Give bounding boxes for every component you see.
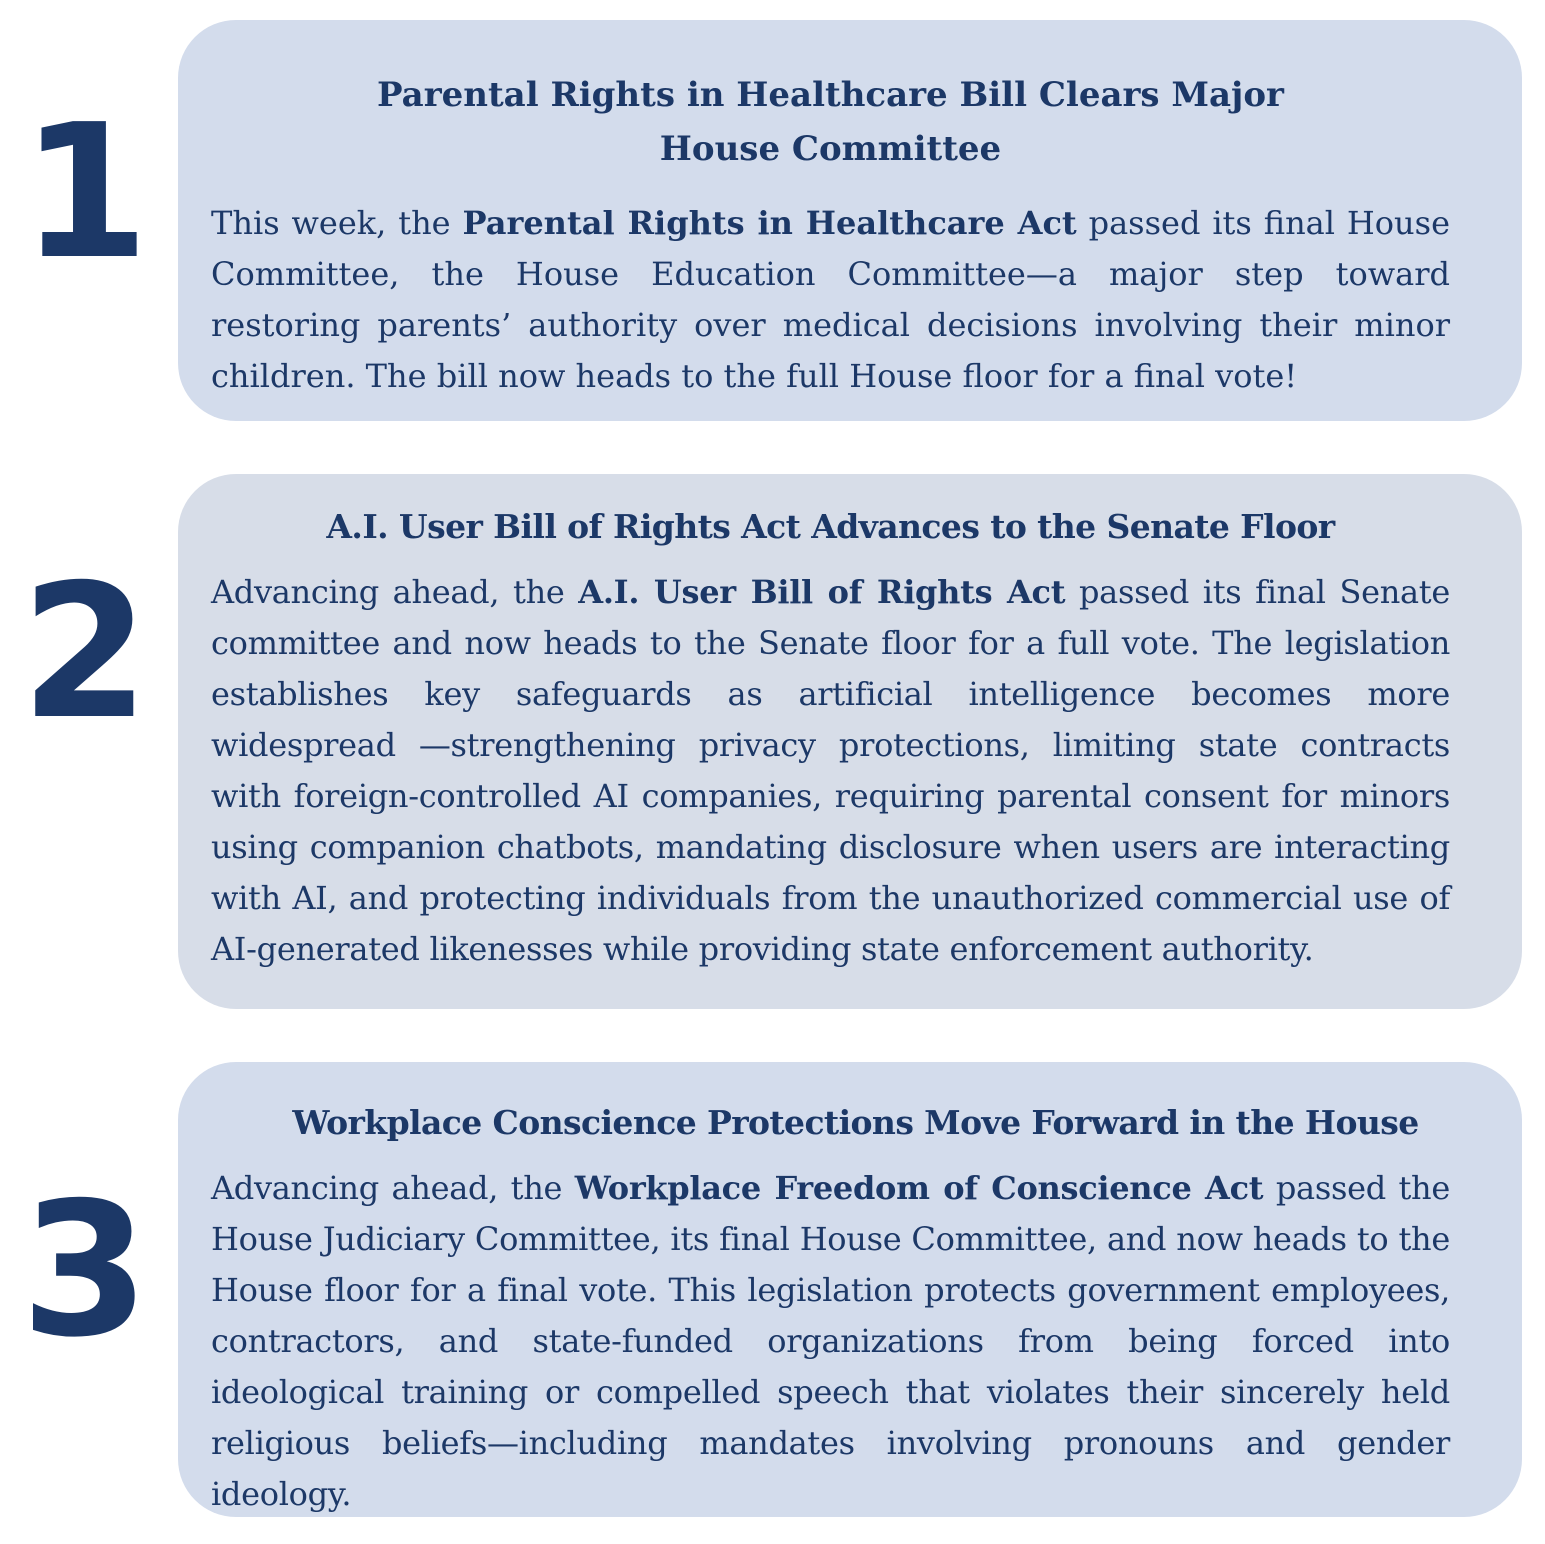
title-line-1: Parental Rights in Healthcare Bill Clears Major (377, 75, 1284, 115)
news-card-title: Workplace Conscience Protections Move Forward in the House (292, 1103, 1419, 1142)
item-number-1: 1 (20, 84, 150, 300)
bill-name: Parental Rights in Healthcare Act (462, 204, 1077, 242)
news-card-title (211, 68, 1450, 176)
body-text-pre: Advancing ahead, the (211, 1169, 575, 1207)
bill-name: Workplace Freedom of Conscience Act (574, 1169, 1264, 1207)
body-text-pre: This week, the (211, 204, 463, 242)
news-card-title: A.I. User Bill of Rights Act Advances to the Senate Floor (326, 507, 1335, 546)
title-line-2: House Committee (659, 129, 1002, 169)
body-text-post: passed its final House Committee, the House Education Committee—a major step toward restoring parents’ authority over medical decisions involving their minor children. The bill now heads to the full House floor for a final vote! (211, 204, 1451, 395)
body-text-pre: Advancing ahead, the (211, 573, 579, 611)
news-card-body (211, 198, 1450, 402)
news-card-2 (178, 474, 1522, 1009)
news-card-body (211, 1163, 1450, 1520)
news-card-3 (178, 1062, 1522, 1517)
item-number-2: 2 (20, 544, 150, 760)
bill-name: A.I. User Bill of Rights Act (578, 573, 1066, 611)
item-number-3: 3 (20, 1162, 150, 1378)
news-card-1 (178, 20, 1522, 421)
body-text-post: passed the House Judiciary Committee, its final House Committee, and now heads to the House floor for a final vote. This legislation protects government employees, contractors, and state-funded organizations from being forced into ideological training or compelled speech that violates their sincerely held religious beliefs—including mandates involving pronouns and gender ideology. (211, 1169, 1450, 1513)
body-text-post: passed its final Senate committee and now heads to the Senate floor for a full vote. The legislation establishes key safeguards as artificial intelligence becomes more widespread —strengthening privacy protections, limiting state contracts with foreign-controlled AI companies, requiring parental consent for minors using companion chatbots, mandating disclosure when users are interacting with AI, and protecting individuals from the unauthorized commercial use of AI-generated likenesses while providing state enforcement authority. (211, 573, 1450, 968)
news-card-body (211, 567, 1450, 975)
